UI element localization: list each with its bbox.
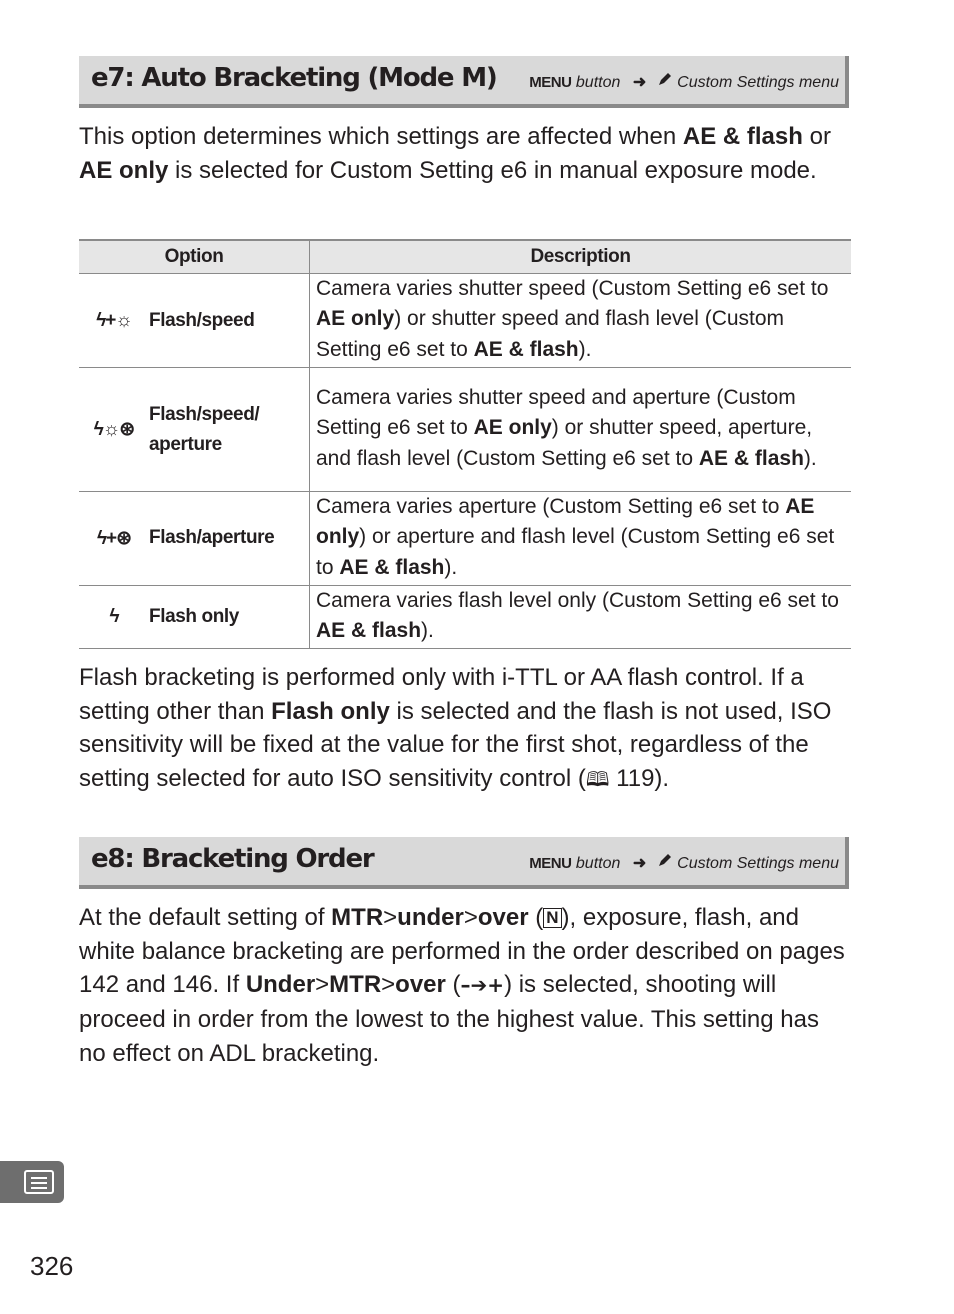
intro-bold: AE & flash [682,123,803,150]
order-sep: > [381,971,396,999]
section-title: e7: Auto Bracketing (Mode M) [91,63,497,93]
intro-paragraph [79,120,851,187]
description-cell: Camera varies shutter speed and aperture (Custom Setting e6 set to AE only) or shutter speed, aperture, and flash level (Custom Setting e6 set to AE & flash). [310,368,852,492]
section-header-e7 [79,56,849,108]
page-number: 326 [30,1251,74,1281]
flash-icon: ϟ [109,606,119,628]
column-header-description: Description [310,240,852,274]
order-bold: over [477,904,529,931]
menu-button-label: button [575,855,621,872]
menu-list-icon [0,1161,64,1203]
book-icon: 🕮 [585,767,610,792]
option-name: Flash/speed/ aperture [149,403,260,455]
order-bold: under [397,904,464,931]
option-cell [79,492,310,586]
sequence-icon: –➔+ [460,973,505,998]
intro-bold: AE only [79,156,169,184]
flash-aperture-icon: ϟ+⊛ [96,527,132,549]
menu-path [529,71,839,92]
menu-button-label: button [575,74,621,91]
flash-note-paragraph [79,661,851,797]
order-text: ), exposure, flash, and white balance bracketing are performed in the order described on pages 142 and 146. If [79,904,845,999]
option-cell [79,585,310,649]
option-cell [79,368,310,492]
table-row [79,492,851,586]
menu-name: Custom Settings menu [677,74,839,91]
order-paragraph [79,901,851,1071]
order-text: ) is selected, shooting will proceed in order from the lowest to the highest value. This setting has no effect on ADL bracketing. [79,971,819,1067]
order-text: At the default setting of [79,904,332,931]
options-table [79,239,851,649]
order-bold: over [395,971,446,999]
order-bold: MTR [331,904,384,931]
intro-text: is selected for Custom Setting e6 in manual exposure mode. [168,156,817,184]
menu-keyword: MENU [529,855,572,872]
intro-text: This option determines which settings are affected when [79,123,683,150]
description-cell: Camera varies aperture (Custom Setting e6 set to AE only) or aperture and flash level (Custom Setting e6 set to AE & flash). [310,492,852,586]
menu-keyword: MENU [529,74,572,91]
flash-note-bold: Flash only [271,697,390,725]
description-cell: Camera varies shutter speed (Custom Setting e6 set to AE only) or shutter speed and flash level (Custom Setting e6 set to AE & flash). [310,274,852,368]
menu-path [529,852,839,873]
option-name: Flash/speed [149,309,255,331]
pencil-icon [657,852,673,872]
section-header-e8 [79,837,849,889]
column-header-option: Option [79,240,310,274]
description-cell: Camera varies flash level only (Custom Setting e6 set to AE & flash). [310,585,852,649]
menu-name: Custom Settings menu [677,855,839,872]
option-cell [79,274,310,368]
order-sep: > [383,904,398,931]
flash-note-text: is selected and the flash is not used, ISO sensitivity will be fixed at the value for the first shot, regardless of the setting selected for auto ISO sensitivity control ( [79,697,832,793]
n-icon: N [543,908,561,928]
flash-speed-icon: ϟ+☼ [96,309,132,331]
intro-text: or [802,123,831,150]
flash-speed-aperture-icon: ϟ☼⊛ [93,419,135,440]
order-sep: > [315,971,330,999]
order-text: ( [528,904,544,931]
table-row [79,368,851,492]
table-row [79,585,851,649]
option-name: Flash only [149,606,239,628]
flash-note-text: Flash bracketing is performed only with i-TTL or AA flash control. If a setting other than [79,664,804,725]
arrow-icon: ➜ [632,74,647,91]
pencil-icon [657,71,673,91]
flash-note-text: 119). [609,765,670,793]
order-bold: Under [245,971,316,999]
order-bold: MTR [329,971,382,999]
arrow-icon: ➜ [632,855,647,872]
order-text: ( [445,971,461,999]
table-row [79,274,851,368]
section-title: e8: Bracketing Order [91,844,374,874]
order-sep: > [463,904,478,931]
option-name: Flash/aperture [149,527,275,549]
table-header-row [79,240,851,274]
